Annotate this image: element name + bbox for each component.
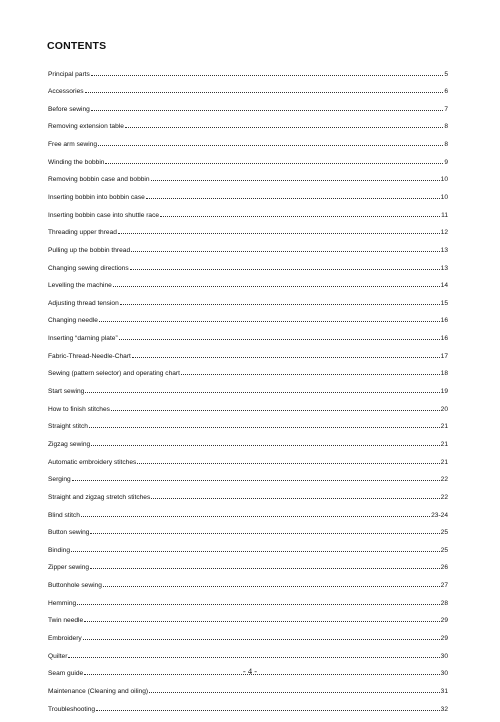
toc-entry-page: 23-24 — [431, 511, 448, 519]
toc-entry-label: Straight stitch — [48, 423, 88, 431]
toc-entry-label: Winding the bobbin — [48, 158, 105, 166]
toc-entry-page: 29 — [440, 635, 448, 642]
toc-entry — [48, 528, 448, 546]
toc-entry — [48, 245, 448, 263]
toc-entry-label: Zigzag sewing — [48, 440, 91, 448]
toc-entry — [48, 439, 448, 457]
toc-entry-page: 8 — [444, 141, 448, 149]
dot-leader — [118, 228, 440, 235]
dot-leader — [120, 298, 440, 305]
dot-leader — [84, 616, 439, 623]
toc-entry-page: 5 — [444, 70, 448, 78]
toc-entry — [48, 281, 448, 299]
toc-entry-label: Inserting bobbin case into shuttle race — [48, 211, 160, 219]
toc-entry — [48, 404, 448, 422]
toc-entry — [48, 87, 448, 105]
toc-entry — [48, 298, 448, 316]
toc-entry-label: Before sewing — [48, 105, 90, 113]
toc-entry — [48, 510, 448, 528]
dot-leader — [91, 104, 444, 111]
toc-entry-page: 29 — [440, 617, 448, 625]
toc-entry-label: Binding — [48, 546, 70, 554]
dot-leader — [146, 192, 440, 199]
toc-entry-page: 10 — [440, 193, 448, 201]
dot-leader — [111, 404, 440, 411]
toc-entry-label: Automatic embroidery stitches — [48, 458, 137, 466]
toc-entry — [48, 175, 448, 193]
toc-entry-page: 19 — [440, 388, 448, 396]
toc-entry-page: 18 — [440, 370, 448, 378]
dot-leader — [89, 422, 440, 429]
toc-entry-label: Button sewing — [48, 529, 90, 537]
toc-entry-page: 16 — [440, 317, 448, 325]
toc-entry — [48, 422, 448, 440]
table-of-contents — [48, 69, 448, 722]
toc-entry-page: 27 — [440, 582, 448, 590]
dot-leader — [103, 581, 440, 588]
dot-leader — [85, 87, 444, 94]
toc-entry — [48, 545, 448, 563]
toc-entry-page: 22 — [440, 493, 448, 501]
dot-leader — [71, 545, 440, 552]
dot-leader — [91, 439, 440, 446]
toc-entry-page: 13 — [440, 264, 448, 272]
dot-leader — [83, 634, 440, 641]
dot-leader — [181, 369, 440, 376]
toc-entry — [48, 334, 448, 352]
toc-entry-label: Changing sewing directions — [48, 264, 129, 272]
dot-leader — [160, 210, 440, 217]
dot-leader — [90, 563, 440, 570]
toc-entry-page: 31 — [440, 687, 448, 695]
dot-leader — [99, 316, 440, 323]
toc-entry-page: 13 — [440, 246, 448, 254]
toc-entry-label: Blind stitch — [48, 511, 80, 519]
toc-entry-label: Embroidery — [48, 635, 82, 642]
toc-entry — [48, 122, 448, 140]
toc-entry — [48, 457, 448, 475]
toc-entry-page: 28 — [440, 599, 448, 607]
dot-leader — [85, 387, 439, 394]
toc-entry-page: 21 — [440, 458, 448, 466]
toc-entry-page: 6 — [444, 88, 448, 96]
toc-entry — [48, 634, 448, 652]
toc-entry-label: Seam guide — [48, 670, 84, 678]
toc-entry — [48, 616, 448, 634]
dot-leader — [90, 528, 439, 535]
dot-leader — [131, 245, 440, 252]
toc-entry-label: Changing needle — [48, 317, 98, 325]
toc-entry — [48, 387, 448, 405]
toc-entry-page: 30 — [440, 670, 448, 678]
toc-entry — [48, 316, 448, 334]
toc-entry-label: Removing extension table — [48, 123, 124, 131]
toc-entry-page: 15 — [440, 299, 448, 307]
toc-entry — [48, 157, 448, 175]
toc-entry-page: 21 — [440, 423, 448, 431]
toc-entry-label: Adjusting thread tension — [48, 299, 119, 307]
toc-entry-page: 16 — [440, 335, 448, 343]
toc-entry-label: Start sewing — [48, 388, 85, 396]
dot-leader — [72, 475, 440, 482]
toc-entry-page: 25 — [440, 529, 448, 537]
toc-entry-page: 32 — [440, 705, 448, 713]
toc-entry — [48, 598, 448, 616]
toc-entry — [48, 192, 448, 210]
toc-entry-page: 12 — [440, 229, 448, 237]
toc-entry — [48, 351, 448, 369]
toc-entry-page: 21 — [440, 440, 448, 448]
toc-entry-page: 10 — [440, 176, 448, 184]
dot-leader — [137, 457, 439, 464]
dot-leader — [151, 492, 439, 499]
toc-entry — [48, 140, 448, 158]
toc-entry — [48, 563, 448, 581]
toc-entry-page: 26 — [440, 564, 448, 572]
toc-entry-page: 30 — [440, 652, 448, 660]
dot-leader — [96, 704, 440, 711]
toc-entry-label: Serging — [48, 476, 71, 484]
dot-leader — [68, 651, 439, 658]
toc-entry-page: 25 — [440, 546, 448, 554]
toc-entry-page: 8 — [444, 123, 448, 131]
toc-entry-page: 11 — [441, 211, 448, 219]
toc-entry-label: Maintenance (Cleaning and oiling) — [48, 687, 149, 695]
dot-leader — [105, 157, 443, 164]
dot-leader — [98, 140, 443, 147]
dot-leader — [91, 69, 444, 76]
toc-entry-label: Buttonhole sewing — [48, 582, 102, 590]
toc-entry-label: Inserting bobbin into bobbin case — [48, 193, 145, 201]
toc-entry-page: 9 — [444, 158, 448, 166]
toc-entry-label: Quilter — [48, 652, 68, 660]
toc-entry — [48, 581, 448, 599]
dot-leader — [149, 686, 440, 693]
dot-leader — [119, 334, 440, 341]
toc-entry — [48, 104, 448, 122]
toc-entry-label: Accessories — [48, 88, 84, 96]
dot-leader — [77, 598, 439, 605]
dot-leader — [125, 122, 443, 129]
toc-entry-label: Pulling up the bobbin thread — [48, 246, 131, 254]
toc-entry-label: Twin needle — [48, 617, 84, 625]
toc-entry — [48, 263, 448, 281]
dot-leader — [81, 510, 430, 517]
toc-entry-page: 20 — [440, 405, 448, 413]
toc-entry-page: 14 — [440, 282, 448, 290]
toc-entry-label: Straight and zigzag stretch stitches — [48, 493, 151, 501]
page-number: - 4 - — [242, 666, 258, 676]
contents-title: CONTENTS — [47, 40, 107, 52]
toc-entry-label: Zipper sewing — [48, 564, 90, 572]
toc-entry-label: Removing bobbin case and bobbin — [48, 176, 150, 184]
toc-entry — [48, 210, 448, 228]
toc-entry-label: Levelling the machine — [48, 282, 112, 290]
toc-entry — [48, 492, 448, 510]
toc-entry-label: Sewing (pattern selector) and operating chart — [48, 370, 180, 378]
toc-entry-label: How to finish stitches — [48, 405, 110, 413]
toc-entry-page: 7 — [444, 105, 448, 113]
toc-entry-label: Fabric-Thread-Needle-Chart — [48, 352, 131, 360]
toc-entry — [48, 69, 448, 87]
toc-entry-label: Inserting “darning plate” — [48, 335, 118, 343]
dot-leader — [113, 281, 440, 288]
toc-entry — [48, 475, 448, 493]
toc-entry-page: 22 — [440, 476, 448, 484]
toc-entry — [48, 686, 448, 704]
dot-leader — [132, 351, 440, 358]
toc-entry-label: Troubleshooting — [48, 705, 96, 713]
dot-leader — [130, 263, 440, 270]
toc-entry — [48, 369, 448, 387]
toc-entry-label: Free arm sewing — [48, 141, 98, 149]
toc-entry-label: Hemming — [48, 599, 77, 607]
toc-entry — [48, 228, 448, 246]
toc-entry-label: Principal parts — [48, 70, 90, 78]
dot-leader — [151, 175, 440, 182]
toc-entry-page: 17 — [440, 352, 448, 360]
toc-entry-label: Threading upper thread — [48, 229, 117, 237]
